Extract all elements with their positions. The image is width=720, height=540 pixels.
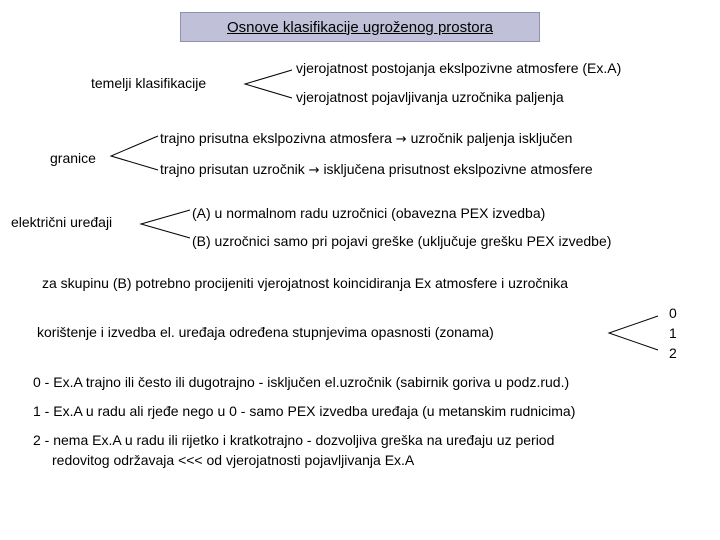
branch-uredaji <box>141 210 190 238</box>
granice-item-2 <box>160 162 593 177</box>
temelji-item-1: vjerojatnost postojanja ekslpozivne atmosfere (Ex.A) <box>296 60 622 76</box>
zone-level-0: 0 <box>669 305 677 321</box>
granice-label: granice <box>50 150 96 166</box>
arrow-icon: → <box>395 132 407 147</box>
zones-label: korištenje i izvedba el. uređaja određena stupnjevima opasnosti (zonama) <box>37 324 494 340</box>
uredaji-item-b: (B) uzročnici samo pri pojavi greške (uključuje grešku PEX izvedbe) <box>192 233 612 249</box>
temelji-label: temelji klasifikacije <box>91 75 207 91</box>
group-b-note: za skupinu (B) potrebno procijeniti vjerojatnost koincidiranja Ex atmosfere i uzročnika <box>42 275 569 291</box>
temelji-item-2: vjerojatnost pojavljivanja uzročnika paljenja <box>296 89 564 105</box>
branch-granice <box>111 136 158 170</box>
zone-2-definition-cont: redovitog održavaja <<< od vjerojatnosti pojavljivanja Ex.A <box>52 452 415 468</box>
zone-level-2: 2 <box>669 345 677 361</box>
branch-zones <box>609 316 658 350</box>
granice-item-1 <box>160 131 572 146</box>
granice-item-2-cause: trajno prisutan uzročnik <box>160 161 305 177</box>
granice-item-1-cause: trajno prisutna ekslpozivna atmosfera <box>160 130 392 146</box>
granice-item-2-effect: isključena prisutnost ekslpozivne atmosfere <box>323 161 593 177</box>
uredaji-item-a: (A) u normalnom radu uzročnici (obavezna PEX izvedba) <box>192 205 546 221</box>
zone-0-definition: 0 - Ex.A trajno ili često ili dugotrajno - isključen el.uzročnik (sabirnik goriva u podz.rud.) <box>33 374 570 390</box>
arrow-icon: → <box>308 163 320 178</box>
zone-2-definition: 2 - nema Ex.A u radu ili rijetko i kratkotrajno - dozvoljiva greška na uređaju uz period <box>33 432 555 448</box>
uredaji-label: električni uređaji <box>11 214 113 230</box>
branch-temelji <box>245 70 292 98</box>
zone-level-1: 1 <box>669 325 677 341</box>
zone-1-definition: 1 - Ex.A u radu ali rjeđe nego u 0 - samo PEX izvedba uređaja (u metanskim rudnicima) <box>33 403 576 419</box>
slide-title: Osnove klasifikacije ugroženog prostora <box>180 12 540 42</box>
granice-item-1-effect: uzročnik paljenja isključen <box>410 130 573 146</box>
